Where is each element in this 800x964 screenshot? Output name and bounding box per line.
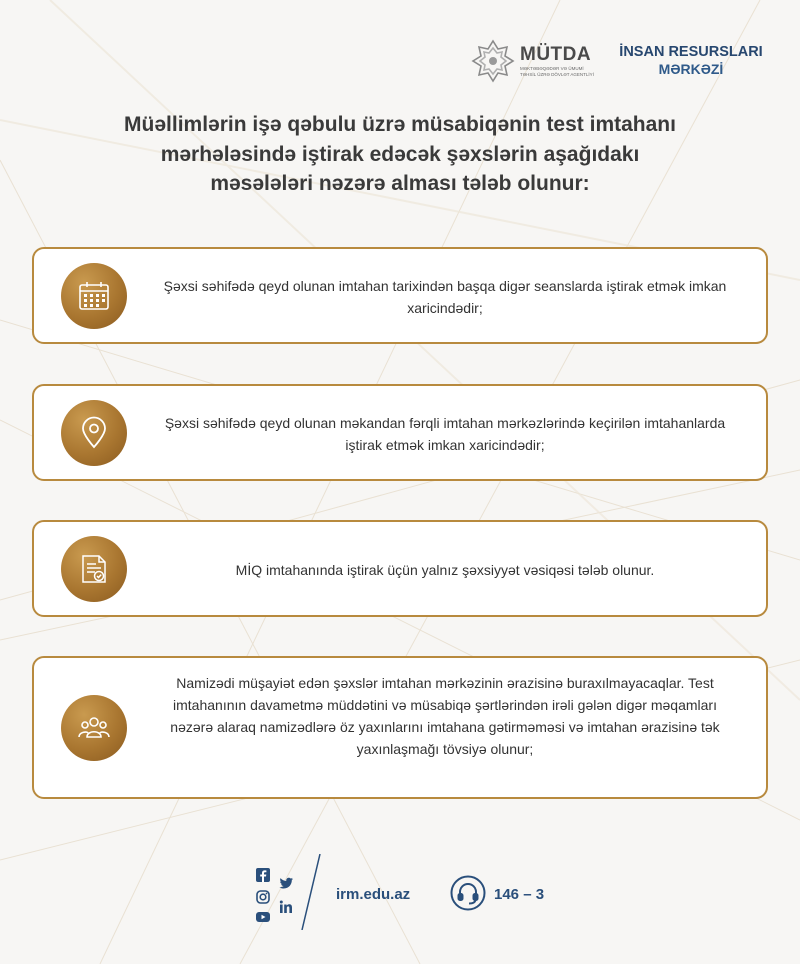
- facebook-icon[interactable]: [256, 868, 270, 882]
- footer: [0, 850, 800, 930]
- info-card-3: [32, 520, 768, 617]
- document-check-icon: [77, 552, 111, 586]
- mutda-emblem-icon: [470, 38, 516, 84]
- website-link[interactable]: irm.edu.az: [336, 886, 411, 903]
- card-3-icon-circle: [61, 536, 127, 602]
- card-4-icon-circle: [61, 695, 127, 761]
- footer-divider: [300, 854, 322, 930]
- irm-logo: [616, 44, 766, 78]
- card-3-text: MİQ imtahanında iştirak üçün yalnız şəxsiyyət vəsiqəsi tələb olunur.: [235, 562, 655, 578]
- info-card-1: [32, 247, 768, 344]
- phone-number[interactable]: 146 – 3: [494, 886, 545, 903]
- card-1-text: Şəxsi səhifədə qeyd olunan imtahan tarixindən başqa digər seanslarda iştirak etmək imkan xaricindədir;: [163, 278, 727, 316]
- people-group-icon: [77, 711, 111, 745]
- irm-line2: MƏRKƏZİ: [658, 61, 724, 77]
- youtube-icon[interactable]: [256, 910, 270, 924]
- mutda-name: MÜTDA: [520, 44, 592, 65]
- mutda-logo: [470, 38, 600, 88]
- title-line-3: məsələləri nəzərə alması tələb olunur:: [210, 172, 590, 195]
- twitter-icon[interactable]: [279, 876, 293, 890]
- headset-icon: [450, 875, 486, 911]
- card-2-text: Şəxsi səhifədə qeyd olunan məkandan fərqli imtahan mərkəzlərində keçirilən imtahanlarda iştirak etmək imkan xaricindədir;: [164, 415, 726, 453]
- title-line-2: mərhələsində iştirak edəcək şəxslərin aşağıdakı: [160, 142, 640, 166]
- header: [0, 0, 800, 100]
- irm-line1: İNSAN RESURSLARI: [619, 44, 763, 60]
- instagram-icon[interactable]: [256, 890, 270, 904]
- calendar-icon: [77, 279, 111, 313]
- mutda-subtitle: MƏKTƏBƏQƏDƏR VƏ ÜMUMİ TƏHSİL ÜZRƏ DÖVLƏT AGENTLİYİ: [520, 66, 594, 77]
- info-card-4: [32, 656, 768, 799]
- location-pin-icon: [77, 416, 111, 450]
- title-line-1: Müəllimlərin işə qəbulu üzrə müsabiqənin test imtahanı: [124, 113, 676, 136]
- card-2-icon-circle: [61, 400, 127, 466]
- card-4-text: Namizədi müşayiət edən şəxslər imtahan mərkəzinin ərazisinə buraxılmayacaqlar. Test imtahanının davametmə müddətini və müsabiqə şərtlərindən irəli gələn digər məqamları nəzərə alaraq namizədlərə öz yaxınlarını imtahana gətirməməsi və imtahan ərazisinə tək yaxınlaşmağı tövsiyə olunur;: [170, 675, 720, 757]
- info-card-2: [32, 384, 768, 481]
- linkedin-icon[interactable]: [279, 900, 293, 914]
- card-1-icon-circle: [61, 263, 127, 329]
- page-title: [40, 110, 760, 199]
